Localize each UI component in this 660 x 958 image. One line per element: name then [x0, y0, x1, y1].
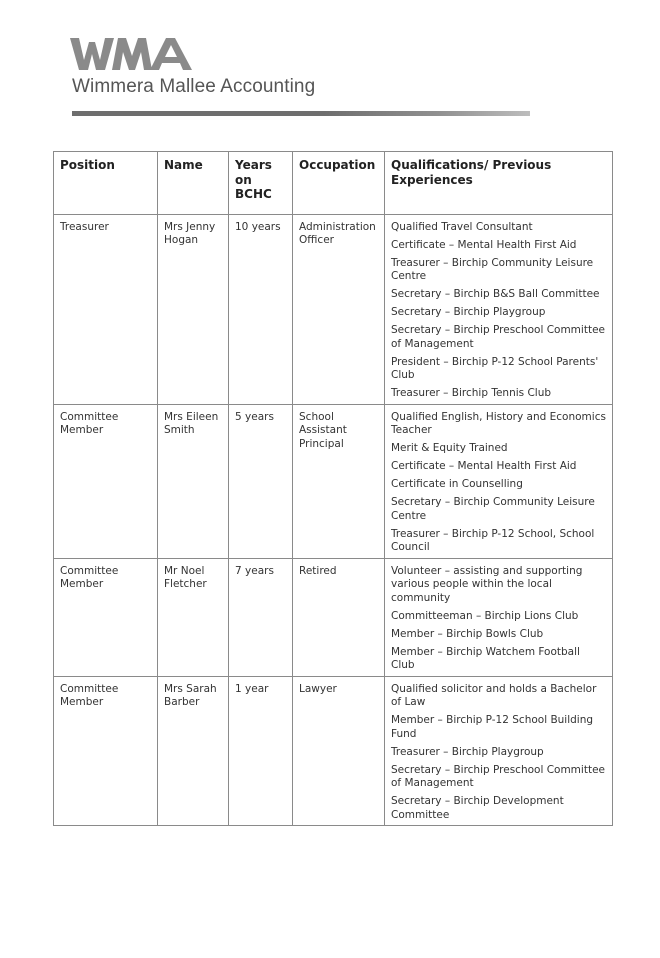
cell-position: Committee Member: [54, 676, 158, 826]
cell-name: Mrs Jenny Hogan: [158, 214, 229, 404]
qualification-item: Secretary – Birchip B&S Ball Committee: [391, 288, 600, 300]
qualification-item: Secretary – Birchip Development Committee: [391, 795, 564, 821]
qualification-item: Secretary – Birchip Playgroup: [391, 306, 546, 318]
header-position: Position: [54, 152, 158, 215]
qualification-item: Treasurer – Birchip P-12 School, School Council: [391, 527, 595, 553]
company-logo-icon: [70, 36, 196, 72]
cell-qualifications: [385, 404, 613, 558]
qualification-item: Certificate – Mental Health First Aid: [391, 238, 577, 251]
company-name: Wimmera Mallee Accounting: [72, 76, 316, 97]
cell-qualifications: [385, 214, 613, 404]
table-header-row: [54, 152, 613, 215]
qualification-item: Treasurer – Birchip Community Leisure Centre: [391, 256, 594, 282]
cell-name: Mrs Eileen Smith: [158, 404, 229, 558]
cell-name: Mrs Sarah Barber: [158, 676, 229, 826]
cell-position: Committee Member: [54, 404, 158, 558]
cell-years: 7 years: [229, 558, 293, 676]
qualification-item: Qualified English, History and Economics Teacher: [391, 410, 606, 436]
qualification-item: Secretary – Birchip Preschool Committee of Management: [391, 763, 605, 789]
qualification-item: Treasurer – Birchip Tennis Club: [391, 387, 552, 399]
header-name: Name: [158, 152, 229, 215]
table-row: [54, 404, 613, 558]
qualification-item: President – Birchip P-12 School Parents' Club: [391, 355, 599, 381]
qualification-item: Qualified Travel Consultant: [391, 220, 533, 233]
qualification-item: Certificate – Mental Health First Aid: [391, 460, 577, 472]
cell-years: 10 years: [229, 214, 293, 404]
cell-years: 1 year: [229, 676, 293, 826]
cell-name: Mr Noel Fletcher: [158, 558, 229, 676]
qualification-item: Volunteer – assisting and supporting various people within the local community: [391, 564, 583, 604]
qualification-item: Certificate in Counselling: [391, 478, 523, 490]
qualification-item: Secretary – Birchip Community Leisure Centre: [391, 496, 595, 522]
table-row: [54, 558, 613, 676]
qualification-item: Treasurer – Birchip Playgroup: [391, 745, 544, 758]
qualification-item: Secretary – Birchip Preschool Committee of Management: [391, 324, 605, 350]
cell-occupation: Retired: [293, 558, 385, 676]
cell-qualifications: [385, 558, 613, 676]
table-row: [54, 214, 613, 404]
header-occupation: Occupation: [293, 152, 385, 215]
qualification-item: Qualified solicitor and holds a Bachelor of Law: [391, 682, 597, 708]
cell-occupation: School Assistant Principal: [293, 404, 385, 558]
qualification-item: Member – Birchip Bowls Club: [391, 627, 544, 640]
header-years: Years on BCHC: [229, 152, 293, 215]
cell-occupation: Administration Officer: [293, 214, 385, 404]
cell-qualifications: [385, 676, 613, 826]
committee-members-table: [53, 151, 613, 826]
qualification-item: Merit & Equity Trained: [391, 442, 508, 454]
letterhead: [70, 36, 316, 97]
cell-position: Committee Member: [54, 558, 158, 676]
cell-occupation: Lawyer: [293, 676, 385, 826]
cell-years: 5 years: [229, 404, 293, 558]
table-row: [54, 676, 613, 826]
qualification-item: Committeeman – Birchip Lions Club: [391, 609, 579, 622]
qualification-item: Member – Birchip P-12 School Building Fund: [391, 714, 594, 740]
header-qualifications: Qualifications/ Previous Experiences: [385, 152, 613, 215]
header-divider: [72, 111, 530, 116]
cell-position: Treasurer: [54, 214, 158, 404]
qualification-item: Member – Birchip Watchem Football Club: [391, 645, 580, 671]
